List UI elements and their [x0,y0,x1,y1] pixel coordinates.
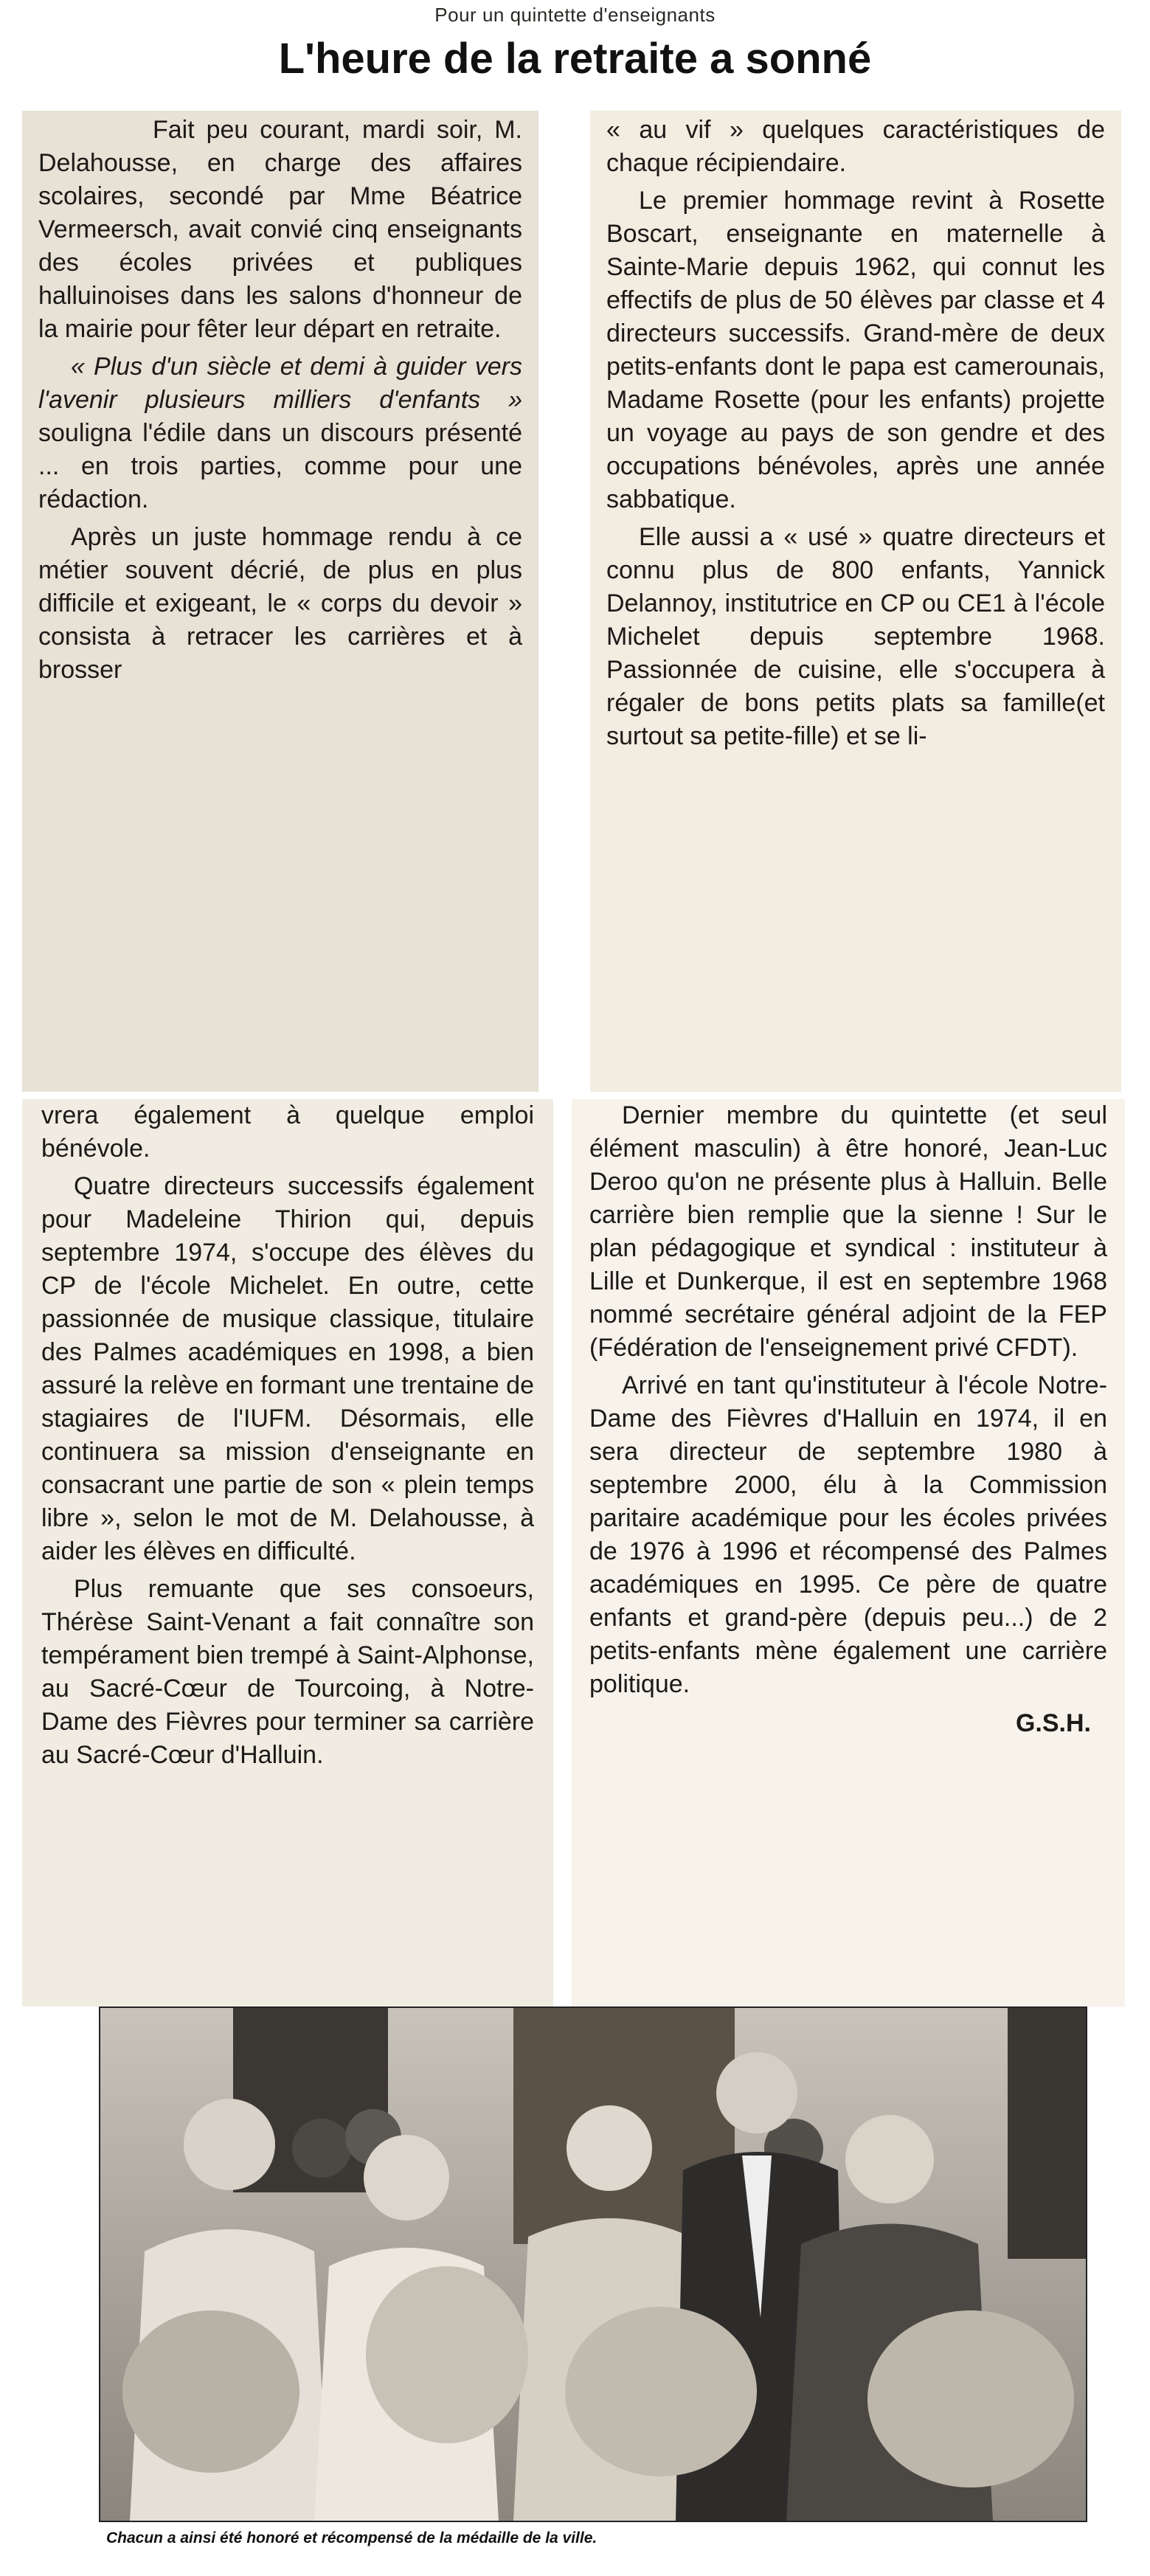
paragraph: vrera également à quelque emploi bénévole. [41,1101,534,1163]
paragraph: Elle aussi a « usé » quatre directeurs et connu plus de 800 enfants, Yannick Delannoy, institutrice en CP ou CE1 à l'école Michelet depuis septembre 1968. Passionnée de cuisine, elle s'occupera à régaler de bons petits plats sa famille(et surtout sa petite-fille) et se li- [606,523,1105,750]
person-head [184,2099,275,2190]
article-column-4 [572,1099,1125,2007]
paragraph: Quatre directeurs successifs également pour Madeleine Thirion qui, depuis septembre 1974, s'occupe des élèves du CP de l'école Michelet. En outre, cette passionnée de musique classique, titulaire des Palmes académiques en 1998, a bien assuré la relève en formant une trentaine de stagiaires de l'IUFM. Désormais, elle continuera sa mission d'enseignante en consacrant une partie de son « plein temps libre », selon le mot de M. Delahousse, à aider les élèves en difficulté. [41,1172,534,1565]
article-kicker: Pour un quintette d'enseignants [434,4,716,26]
flower-bouquet [366,2266,528,2443]
byline: G.S.H. [1015,1709,1091,1737]
paragraph-quote [38,350,522,516]
photo-caption: Chacun a ainsi été honoré et récompensé de la médaille de la ville. [106,2530,597,2546]
flower-bouquet [867,2310,1074,2487]
paragraph: Plus remuante que ses consoeurs, Thérèse Saint-Venant a fait connaître son tempérament bien trempé à Saint-Alphonse, au Sacré-Cœur de Tourcoing, à Notre-Dame des Fièvres pour terminer sa carrière au Sacré-Cœur d'Halluin. [41,1575,534,1769]
quote-text: « Plus d'un siècle et demi à guider vers l'avenir plusieurs milliers d'enfants » [38,353,522,414]
person-head [716,2052,797,2133]
paragraph: Après un juste hommage rendu à ce métier souvent décrié, de plus en plus difficile et exigeant, le « corps du devoir » consista à retracer les carrières et à brosser [38,523,522,684]
paragraph: Arrivé en tant qu'instituteur à l'école Notre-Dame des Fièvres d'Halluin en 1974, il en sera directeur de septembre 1980 à septembre 2000, élu à la Commission paritaire académique pour les écoles privées de 1976 à 1996 et récompensé des Palmes académiques en 1995. Ce père de quatre enfants et grand-père (depuis peu...) de 2 petits-enfants mène également une carrière politique. [589,1371,1107,1698]
flower-bouquet [565,2307,757,2476]
paragraph: Fait peu courant, mardi soir, M. Delahousse, en charge des affaires scolaires, secondé par Mme Béatrice Vermeersch, avait convié cinq enseignants des écoles privées et publiques halluinoises dans les salons d'honneur de la mairie pour fêter leur départ en retraite. [38,116,522,343]
quote-continuation: souligna l'édile dans un discours présenté ... en trois parties, comme pour une rédaction. [38,419,522,513]
article-headline: L'heure de la retraite a sonné [278,35,872,83]
paragraph: « au vif » quelques caractéristiques de chaque récipiendaire. [606,116,1105,177]
window-frame [1008,2008,1086,2259]
article-column-3 [22,1099,553,2007]
paragraph: Le premier hommage revint à Rosette Boscart, enseignante en maternelle à Sainte-Marie depuis 1962, qui connut les effectifs de plus de 50 élèves par classe et 4 directeurs successifs. Grand-mère de deux petits-enfants dont le papa est camerounais, Madame Rosette (pour les enfants) projette un voyage au pays de son gendre et des occupations bénévoles, après une année sabbatique. [606,187,1105,513]
group-photo-illustration [100,2008,1086,2521]
person-head [845,2115,934,2203]
article-column-2 [590,111,1121,1092]
article-column-1 [22,111,538,1092]
person-head [364,2135,449,2220]
paragraph: Dernier membre du quintette (et seul élément masculin) à être honoré, Jean-Luc Deroo qu'on ne présente plus à Halluin. Belle carrière bien remplie que la sienne ! Sur le plan pédagogique et syndical : instituteur à Lille et Dunkerque, il est en septembre 1968 nommé secrétaire général adjoint de la FEP (Fédération de l'enseignement privé CFDT). [589,1101,1107,1362]
person-head [567,2105,652,2191]
background-person-head [292,2119,351,2178]
group-photo [99,2007,1087,2522]
flower-bouquet [122,2310,299,2473]
